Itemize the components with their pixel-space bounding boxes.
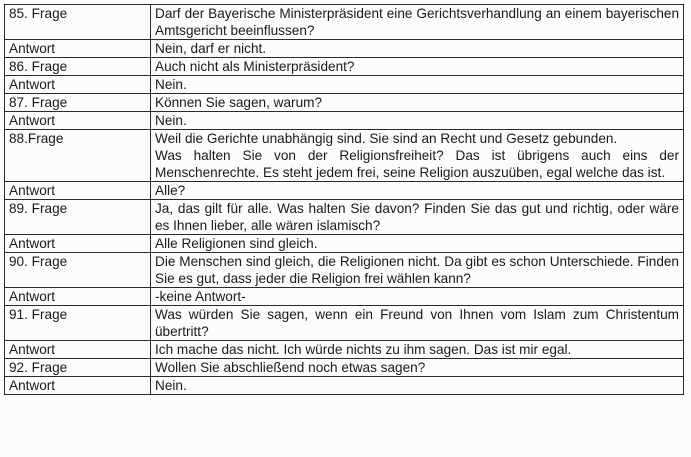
row-label: Antwort xyxy=(5,182,151,200)
row-text: Ich mache das nicht. Ich würde nichts zu ihm sagen. Das ist mir egal. xyxy=(151,341,684,359)
row-label: 89. Frage xyxy=(5,200,151,235)
row-text: Nein, darf er nicht. xyxy=(151,40,684,58)
table-row xyxy=(5,359,684,377)
row-label: Antwort xyxy=(5,341,151,359)
table-row xyxy=(5,94,684,112)
table-row xyxy=(5,58,684,76)
row-text: Darf der Bayerische Ministerpräsident eine Gerichtsverhandlung an einem bayerischen Amtsgericht beeinflussen? xyxy=(151,5,684,40)
row-text: Können Sie sagen, warum? xyxy=(151,94,684,112)
row-text: Nein. xyxy=(151,377,684,395)
row-text: Nein. xyxy=(151,76,684,94)
table-row xyxy=(5,306,684,341)
row-text: -keine Antwort- xyxy=(151,288,684,306)
row-text: Was würden Sie sagen, wenn ein Freund von Ihnen vom Islam zum Christentum übertritt? xyxy=(151,306,684,341)
row-label: Antwort xyxy=(5,76,151,94)
table-row xyxy=(5,235,684,253)
table-row xyxy=(5,40,684,58)
table-row xyxy=(5,341,684,359)
table-row xyxy=(5,253,684,288)
table-row xyxy=(5,112,684,130)
table-row xyxy=(5,288,684,306)
row-label: Antwort xyxy=(5,112,151,130)
row-text: Nein. xyxy=(151,112,684,130)
row-label: Antwort xyxy=(5,235,151,253)
row-text: Die Menschen sind gleich, die Religionen nicht. Da gibt es schon Unterschiede. Finden Sie es gut, dass jeder die Religion frei wählen kann? xyxy=(151,253,684,288)
row-text: Auch nicht als Ministerpräsident? xyxy=(151,58,684,76)
row-label: 88.Frage xyxy=(5,130,151,182)
row-label: 90. Frage xyxy=(5,253,151,288)
row-label: 92. Frage xyxy=(5,359,151,377)
table-row xyxy=(5,76,684,94)
row-text: Wollen Sie abschließend noch etwas sagen? xyxy=(151,359,684,377)
table-row xyxy=(5,182,684,200)
row-label: Antwort xyxy=(5,40,151,58)
row-label: Antwort xyxy=(5,288,151,306)
row-text: Alle Religionen sind gleich. xyxy=(151,235,684,253)
interview-table xyxy=(4,4,684,395)
row-text: Weil die Gerichte unabhängig sind. Sie sind an Recht und Gesetz gebunden. Was halten Sie von der Religionsfreiheit? Das ist übrigens auch eins der Menschenrechte. Es steht jedem frei, seine Religion auszuüben, egal welche das ist. xyxy=(151,130,684,182)
table-row xyxy=(5,130,684,182)
row-text: Ja, das gilt für alle. Was halten Sie davon? Finden Sie das gut und richtig, oder wäre es Ihnen lieber, alle wären islamisch? xyxy=(151,200,684,235)
table-row xyxy=(5,5,684,40)
row-label: 85. Frage xyxy=(5,5,151,40)
row-label: Antwort xyxy=(5,377,151,395)
row-label: 91. Frage xyxy=(5,306,151,341)
table-row xyxy=(5,200,684,235)
row-label: 86. Frage xyxy=(5,58,151,76)
row-label: 87. Frage xyxy=(5,94,151,112)
row-text: Alle? xyxy=(151,182,684,200)
table-row xyxy=(5,377,684,395)
